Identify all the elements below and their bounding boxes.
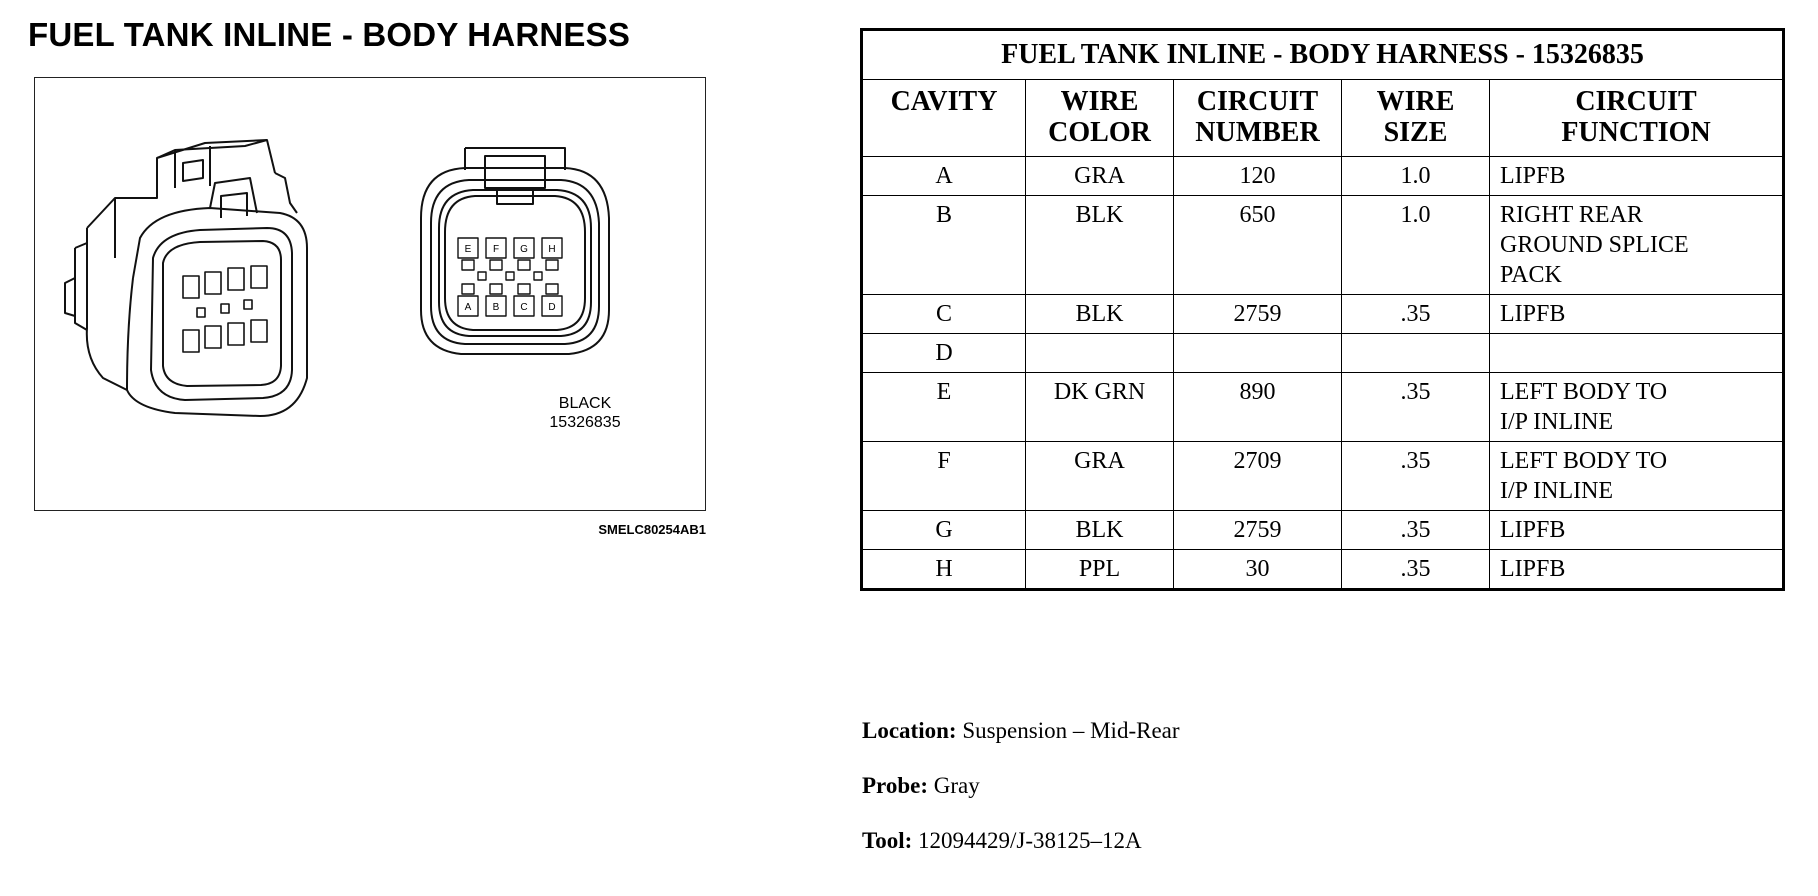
table-row	[862, 196, 1784, 295]
cell-wire-size: .35	[1342, 442, 1490, 511]
cell-wire-size	[1342, 334, 1490, 373]
note-probe: Probe: Gray	[862, 773, 980, 798]
cell-wire-size: 1.0	[1342, 157, 1490, 196]
connector-face-cavities	[458, 238, 562, 316]
cell-circuit-number: 2759	[1174, 295, 1342, 334]
pinout-table	[860, 28, 1785, 591]
cavity-label-h: H	[548, 244, 556, 255]
cell-cavity: F	[862, 442, 1026, 511]
cell-cavity: A	[862, 157, 1026, 196]
connector-notes	[862, 718, 1180, 883]
table-title: FUEL TANK INLINE - BODY HARNESS - 15326835	[862, 30, 1784, 80]
cell-circuit-function: RIGHT REAR GROUND SPLICE PACK	[1490, 196, 1784, 295]
cell-cavity: C	[862, 295, 1026, 334]
cell-wire-color: BLK	[1026, 511, 1174, 550]
cell-cavity: G	[862, 511, 1026, 550]
cavity-label-a: A	[464, 302, 472, 313]
header-cavity: CAVITY	[862, 80, 1026, 157]
table-row	[862, 334, 1784, 373]
cell-circuit-number: 890	[1174, 373, 1342, 442]
table-header-row	[862, 80, 1784, 157]
cell-cavity: E	[862, 373, 1026, 442]
cell-circuit-number	[1174, 334, 1342, 373]
cell-circuit-function: LIPFB	[1490, 157, 1784, 196]
cell-circuit-function: LIPFB	[1490, 550, 1784, 590]
table-row	[862, 442, 1784, 511]
cell-circuit-number: 2759	[1174, 511, 1342, 550]
connector-part-number: 15326835	[549, 414, 621, 431]
connector-illustration	[35, 78, 707, 512]
cell-circuit-number: 120	[1174, 157, 1342, 196]
cell-cavity: B	[862, 196, 1026, 295]
page-title: FUEL TANK INLINE - BODY HARNESS	[28, 16, 631, 53]
cavity-label-d: D	[548, 302, 556, 313]
connector-3d-view	[65, 140, 307, 416]
figure-id: SMELC80254AB1	[598, 522, 706, 537]
cell-cavity: H	[862, 550, 1026, 590]
cell-circuit-number: 650	[1174, 196, 1342, 295]
cell-wire-size: 1.0	[1342, 196, 1490, 295]
cavity-label-f: F	[492, 244, 500, 255]
header-circuit-function: CIRCUIT FUNCTION	[1490, 80, 1784, 157]
cavity-label-g: G	[520, 244, 528, 255]
cell-cavity: D	[862, 334, 1026, 373]
note-location: Location: Suspension – Mid-Rear	[862, 718, 1180, 743]
cell-wire-size: .35	[1342, 295, 1490, 334]
cell-wire-color: PPL	[1026, 550, 1174, 590]
note-tool: Tool: 12094429/J-38125–12A	[862, 828, 1142, 853]
cavity-label-b: B	[492, 302, 500, 313]
cell-wire-color: GRA	[1026, 157, 1174, 196]
cell-wire-size: .35	[1342, 511, 1490, 550]
header-wire-color: WIRE COLOR	[1026, 80, 1174, 157]
connector-caption	[505, 394, 665, 432]
cell-wire-color: GRA	[1026, 442, 1174, 511]
cell-wire-color: BLK	[1026, 295, 1174, 334]
cell-circuit-number: 30	[1174, 550, 1342, 590]
cavity-label-c: C	[520, 302, 528, 313]
cell-wire-size: .35	[1342, 550, 1490, 590]
cell-wire-color	[1026, 334, 1174, 373]
cell-wire-color: DK GRN	[1026, 373, 1174, 442]
cell-circuit-number: 2709	[1174, 442, 1342, 511]
cell-wire-color: BLK	[1026, 196, 1174, 295]
connector-3d-cavities	[183, 266, 267, 352]
cell-circuit-function	[1490, 334, 1784, 373]
table-row	[862, 295, 1784, 334]
header-wire-size: WIRE SIZE	[1342, 80, 1490, 157]
connector-color: BLACK	[558, 395, 612, 412]
cell-circuit-function: LEFT BODY TO I/P INLINE	[1490, 442, 1784, 511]
connector-figure	[34, 77, 706, 511]
cell-wire-size: .35	[1342, 373, 1490, 442]
cell-circuit-function: LIPFB	[1490, 511, 1784, 550]
table-row	[862, 157, 1784, 196]
cell-circuit-function: LEFT BODY TO I/P INLINE	[1490, 373, 1784, 442]
table-row	[862, 373, 1784, 442]
table-row	[862, 550, 1784, 590]
table-row	[862, 511, 1784, 550]
header-circuit-number: CIRCUIT NUMBER	[1174, 80, 1342, 157]
connector-face-view	[421, 148, 609, 354]
cavity-label-e: E	[464, 244, 472, 255]
cell-circuit-function: LIPFB	[1490, 295, 1784, 334]
